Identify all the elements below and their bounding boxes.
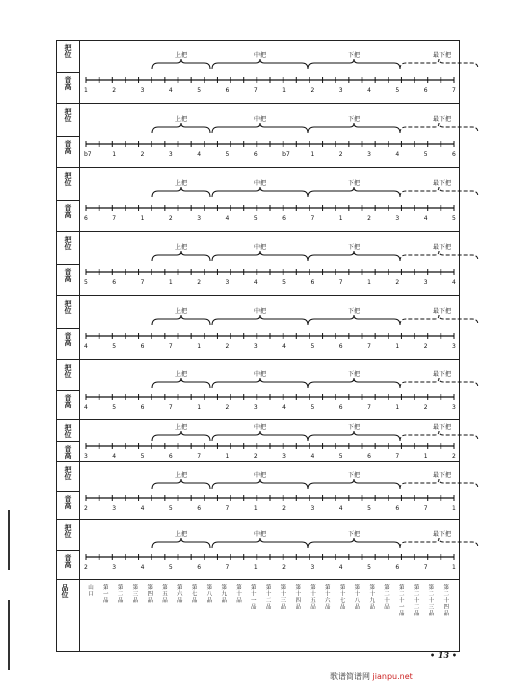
fingerboard-section	[56, 40, 460, 104]
brace-label: 最下把	[433, 531, 452, 538]
pitch-number: 7	[253, 87, 258, 94]
section-label-column	[56, 40, 80, 103]
fingerboard-diagram	[80, 168, 460, 232]
position-brace	[400, 431, 478, 441]
position-brace	[308, 315, 400, 325]
pitch-label: 音高	[64, 268, 73, 282]
pitch-number: 2	[140, 151, 145, 158]
pitch-number: 7	[310, 215, 315, 222]
brace-label: 最下把	[433, 472, 452, 479]
brace-label: 中把	[254, 116, 267, 123]
label-separator	[56, 550, 80, 551]
pitch-number: 2	[423, 404, 428, 411]
pitch-number: 2	[423, 343, 428, 350]
pitch-number: 4	[282, 404, 286, 411]
position-label: 把位	[64, 466, 73, 480]
brace-label: 上把	[175, 52, 188, 59]
pitch-number: 3	[168, 151, 173, 158]
pitch-number: 4	[225, 215, 230, 222]
pitch-number: 3	[84, 453, 88, 460]
pitch-number: 6	[140, 343, 145, 350]
pitch-number: 4	[310, 453, 315, 460]
pitch-number: 2	[367, 215, 371, 222]
pitch-number: 5	[310, 343, 315, 350]
position-brace	[212, 59, 308, 69]
pitch-number: 7	[168, 343, 173, 350]
position-brace	[400, 251, 478, 261]
pitch-label: 音高	[64, 76, 73, 90]
pitch-number: 3	[452, 343, 456, 350]
section-label-column	[56, 420, 80, 461]
position-label: 把位	[64, 300, 73, 314]
grade-header	[56, 580, 80, 652]
pitch-number: 3	[253, 404, 258, 411]
fingerboard-diagram	[80, 462, 460, 520]
fingerboard-diagram	[80, 296, 460, 360]
grade-item: 第十五品	[309, 584, 315, 610]
pitch-number: 1	[282, 87, 286, 94]
pitch-number: 5	[367, 505, 371, 512]
position-brace	[152, 251, 210, 261]
pitch-number: 1	[168, 279, 173, 286]
position-brace	[308, 123, 400, 133]
pitch-number: 1	[367, 279, 371, 286]
grade-item: 山口	[87, 584, 93, 597]
pitch-number: 3	[310, 564, 315, 571]
grade-item: 第十二品	[264, 584, 271, 610]
pitch-number: 6	[112, 279, 117, 286]
pitch-number: 1	[452, 505, 456, 512]
pitch-label: 音高	[64, 204, 73, 218]
pitch-number: 6	[225, 87, 230, 94]
section-label-column	[56, 520, 80, 579]
grade-item: 第二品	[116, 584, 123, 604]
pitch-number: 6	[282, 215, 286, 222]
grade-item: 第二十二品	[412, 584, 419, 617]
pitch-number: 2	[225, 343, 230, 350]
pitch-number: 4	[452, 279, 456, 286]
pitch-number: 5	[225, 151, 230, 158]
pitch-number: b7	[282, 151, 290, 158]
pitch-number: 2	[282, 564, 286, 571]
label-separator	[56, 264, 80, 265]
grade-item: 第二十品	[383, 584, 389, 610]
pitch-number: 1	[84, 87, 88, 94]
brace-label: 中把	[254, 244, 267, 251]
position-brace	[152, 378, 210, 388]
section-label-column	[56, 232, 80, 295]
pitch-number: 2	[197, 279, 202, 286]
brace-label: 下把	[348, 531, 361, 538]
label-separator	[56, 328, 80, 329]
position-brace	[152, 59, 210, 69]
pitch-number: 5	[253, 215, 258, 222]
pitch-label: 音高	[64, 554, 73, 568]
brace-label: 上把	[175, 424, 188, 431]
position-brace	[152, 315, 210, 325]
watermark	[330, 671, 413, 682]
pitch-number: 2	[310, 87, 315, 94]
position-label: 把位	[64, 236, 73, 250]
pitch-number: 3	[282, 453, 286, 460]
grade-item: 第七品	[190, 584, 197, 604]
position-brace	[308, 479, 400, 489]
pitch-number: 7	[338, 279, 343, 286]
pitch-number: 4	[282, 343, 286, 350]
pitch-number: 5	[338, 453, 343, 460]
pitch-number: 7	[140, 279, 145, 286]
pitch-number: 6	[395, 564, 400, 571]
position-brace	[212, 479, 308, 489]
pitch-number: 7	[112, 215, 117, 222]
brace-label: 下把	[348, 180, 361, 187]
brace-label: 中把	[254, 472, 267, 479]
position-brace	[400, 378, 478, 388]
pitch-number: 6	[197, 564, 202, 571]
pitch-number: 1	[423, 453, 428, 460]
fingerboard-section	[56, 104, 460, 168]
label-separator	[56, 136, 80, 137]
pitch-number: 6	[338, 404, 343, 411]
pitch-number: 5	[423, 151, 428, 158]
pitch-number: 6	[452, 151, 456, 158]
pitch-number: 6	[197, 505, 202, 512]
position-brace	[308, 187, 400, 197]
pitch-number: 3	[197, 215, 202, 222]
position-brace	[212, 315, 308, 325]
grade-item: 第四品	[146, 584, 153, 604]
pitch-number: 1	[197, 404, 202, 411]
grade-header-label: 品位	[61, 584, 70, 598]
position-label: 把位	[64, 524, 73, 538]
grade-item: 第一品	[101, 584, 108, 604]
pitch-number: 3	[253, 343, 258, 350]
pitch-number: 7	[452, 87, 456, 94]
brace-label: 下把	[348, 116, 361, 123]
pitch-number: 2	[395, 279, 400, 286]
pitch-number: 4	[84, 404, 88, 411]
brace-label: 最下把	[433, 308, 452, 315]
pitch-number: 2	[452, 453, 456, 460]
brace-label: 最下把	[433, 244, 452, 251]
pitch-number: 4	[423, 215, 428, 222]
pitch-number: 4	[140, 505, 145, 512]
grade-item: 第二十一品	[397, 584, 404, 617]
pitch-number: 4	[367, 87, 371, 94]
position-brace	[152, 479, 210, 489]
fingerboard-diagram	[80, 420, 460, 462]
brace-label: 上把	[175, 180, 188, 187]
brace-label: 最下把	[433, 52, 452, 59]
pitch-number: 3	[112, 564, 117, 571]
page-number: • 13 •	[430, 650, 457, 660]
pitch-number: 1	[225, 453, 230, 460]
pitch-number: 6	[367, 453, 371, 460]
position-brace	[212, 538, 308, 548]
pitch-number: 5	[112, 343, 117, 350]
grade-item: 第九品	[220, 584, 227, 604]
brace-label: 上把	[175, 116, 188, 123]
grade-item: 第十一品	[249, 584, 256, 610]
pitch-number: 7	[225, 564, 230, 571]
pitch-number: 3	[310, 505, 315, 512]
pitch-number: 1	[338, 215, 343, 222]
pitch-number: 1	[253, 564, 258, 571]
pitch-number: 1	[395, 343, 400, 350]
pitch-number: 1	[452, 564, 456, 571]
pitch-number: 4	[197, 151, 202, 158]
pitch-number: 5	[452, 215, 456, 222]
pitch-number: 1	[197, 343, 202, 350]
pitch-number: 3	[367, 151, 371, 158]
pitch-number: 1	[395, 404, 400, 411]
brace-label: 上把	[175, 308, 188, 315]
watermark-url: jianpu.net	[372, 672, 413, 681]
brace-label: 最下把	[433, 116, 452, 123]
pitch-number: 5	[84, 279, 88, 286]
grade-item: 第二十三品	[427, 584, 434, 617]
pitch-number: 4	[140, 564, 145, 571]
pitch-number: b7	[84, 151, 92, 158]
grade-item: 第十八品	[353, 584, 360, 610]
fingerboard-section	[56, 232, 460, 296]
pitch-number: 4	[338, 505, 343, 512]
position-brace	[212, 123, 308, 133]
grade-item: 第十四品	[294, 584, 301, 610]
pitch-number: 1	[253, 505, 258, 512]
pitch-number: 2	[84, 505, 88, 512]
position-label: 把位	[64, 172, 73, 186]
pitch-number: 5	[310, 404, 315, 411]
pitch-number: 3	[112, 505, 117, 512]
scan-edge-line	[8, 510, 10, 570]
brace-label: 中把	[254, 531, 267, 538]
brace-label: 最下把	[433, 180, 452, 187]
position-brace	[152, 538, 210, 548]
pitch-number: 6	[140, 404, 145, 411]
pitch-number: 3	[452, 404, 456, 411]
position-label: 把位	[64, 364, 73, 378]
pitch-number: 3	[395, 215, 400, 222]
pitch-number: 4	[395, 151, 400, 158]
brace-label: 最下把	[433, 371, 452, 378]
position-brace	[152, 431, 210, 441]
pitch-number: 5	[140, 453, 145, 460]
pitch-number: 4	[112, 453, 117, 460]
pitch-number: 7	[225, 505, 230, 512]
pitch-number: 5	[112, 404, 117, 411]
pitch-label: 音高	[64, 332, 73, 346]
pitch-number: 7	[395, 453, 400, 460]
grade-item: 第十七品	[338, 584, 345, 610]
position-brace	[400, 59, 478, 69]
pitch-number: 4	[338, 564, 343, 571]
pitch-number: 7	[367, 343, 371, 350]
pitch-number: 6	[168, 453, 173, 460]
grade-item: 第十六品	[323, 584, 330, 610]
pitch-number: 2	[338, 151, 343, 158]
position-brace	[400, 538, 478, 548]
fingerboard-section	[56, 520, 460, 580]
fingerboard-diagram	[80, 360, 460, 420]
pitch-number: 2	[168, 215, 173, 222]
fingerboard-diagram	[80, 520, 460, 580]
fingerboard-diagram	[80, 40, 460, 104]
pitch-number: 6	[253, 151, 258, 158]
position-brace	[212, 431, 308, 441]
pitch-number: 6	[395, 505, 400, 512]
watermark-site: 歌谱简谱网	[330, 672, 370, 681]
fingerboard-section	[56, 420, 460, 462]
position-brace	[212, 378, 308, 388]
fingerboard-diagram	[80, 104, 460, 168]
brace-label: 中把	[254, 180, 267, 187]
pitch-number: 6	[310, 279, 315, 286]
brace-label: 下把	[348, 424, 361, 431]
brace-label: 最下把	[433, 424, 452, 431]
pitch-number: 3	[140, 87, 145, 94]
label-separator	[56, 491, 80, 492]
position-brace	[400, 315, 478, 325]
brace-label: 中把	[254, 424, 267, 431]
section-label-column	[56, 360, 80, 419]
pitch-number: 5	[282, 279, 286, 286]
pitch-number: 1	[310, 151, 315, 158]
grade-item: 第十九品	[368, 584, 375, 610]
scan-edge-line	[8, 600, 10, 670]
pitch-number: 6	[423, 87, 428, 94]
label-separator	[56, 390, 80, 391]
fingerboard-section	[56, 462, 460, 520]
pitch-number: 4	[84, 343, 88, 350]
position-brace	[400, 187, 478, 197]
position-brace	[308, 431, 400, 441]
position-brace	[308, 538, 400, 548]
brace-label: 中把	[254, 371, 267, 378]
pitch-number: 7	[367, 404, 371, 411]
brace-label: 下把	[348, 472, 361, 479]
section-label-column	[56, 168, 80, 231]
pitch-number: 3	[423, 279, 428, 286]
pitch-number: 5	[168, 505, 173, 512]
grade-item: 第二十四品	[442, 584, 449, 617]
position-brace	[308, 378, 400, 388]
brace-label: 下把	[348, 371, 361, 378]
pitch-number: 2	[112, 87, 117, 94]
pitch-number: 1	[140, 215, 145, 222]
grade-item: 第五品	[161, 584, 167, 604]
position-label: 把位	[64, 424, 73, 438]
pitch-number: 7	[197, 453, 202, 460]
grade-item: 第十品	[235, 584, 241, 604]
pitch-number: 5	[197, 87, 202, 94]
pitch-label: 音高	[64, 394, 73, 408]
pitch-number: 5	[367, 564, 371, 571]
position-brace	[152, 187, 210, 197]
brace-label: 上把	[175, 531, 188, 538]
grade-item: 第十三品	[279, 584, 286, 610]
pitch-label: 音高	[64, 495, 73, 509]
pitch-number: 3	[338, 87, 343, 94]
brace-label: 下把	[348, 244, 361, 251]
fingerboard-section	[56, 296, 460, 360]
pitch-number: 6	[338, 343, 343, 350]
position-label: 把位	[64, 108, 73, 122]
fingerboard-section	[56, 360, 460, 420]
position-brace	[400, 123, 478, 133]
pitch-label: 音高	[64, 140, 73, 154]
brace-label: 中把	[254, 52, 267, 59]
section-label-column	[56, 462, 80, 519]
pitch-number: 3	[225, 279, 230, 286]
pitch-number: 2	[84, 564, 88, 571]
pitch-number: 1	[112, 151, 117, 158]
brace-label: 上把	[175, 244, 188, 251]
brace-label: 中把	[254, 308, 267, 315]
fingerboard-section	[56, 168, 460, 232]
pitch-number: 2	[282, 505, 286, 512]
section-label-column	[56, 104, 80, 167]
position-brace	[308, 251, 400, 261]
position-brace	[308, 59, 400, 69]
grade-table	[56, 580, 460, 652]
pitch-label: 音高	[64, 445, 73, 459]
position-brace	[212, 251, 308, 261]
label-separator	[56, 441, 80, 442]
fingerboard-diagram	[80, 232, 460, 296]
pitch-number: 4	[168, 87, 173, 94]
section-label-column	[56, 296, 80, 359]
grade-item: 第六品	[175, 584, 182, 604]
pitch-number: 7	[168, 404, 173, 411]
pitch-number: 6	[84, 215, 88, 222]
brace-label: 下把	[348, 52, 361, 59]
pitch-number: 4	[253, 279, 258, 286]
position-brace	[212, 187, 308, 197]
label-separator	[56, 200, 80, 201]
label-separator	[56, 72, 80, 73]
pitch-number: 2	[253, 453, 258, 460]
pitch-number: 5	[168, 564, 173, 571]
grade-item: 第三品	[131, 584, 138, 604]
position-brace	[400, 479, 478, 489]
position-label: 把位	[64, 44, 73, 58]
pitch-number: 7	[423, 505, 428, 512]
pitch-number: 2	[225, 404, 230, 411]
position-brace	[152, 123, 210, 133]
brace-label: 下把	[348, 308, 361, 315]
brace-label: 上把	[175, 371, 188, 378]
grade-item: 第八品	[205, 584, 212, 604]
brace-label: 上把	[175, 472, 188, 479]
pitch-number: 7	[423, 564, 428, 571]
pitch-number: 5	[395, 87, 400, 94]
